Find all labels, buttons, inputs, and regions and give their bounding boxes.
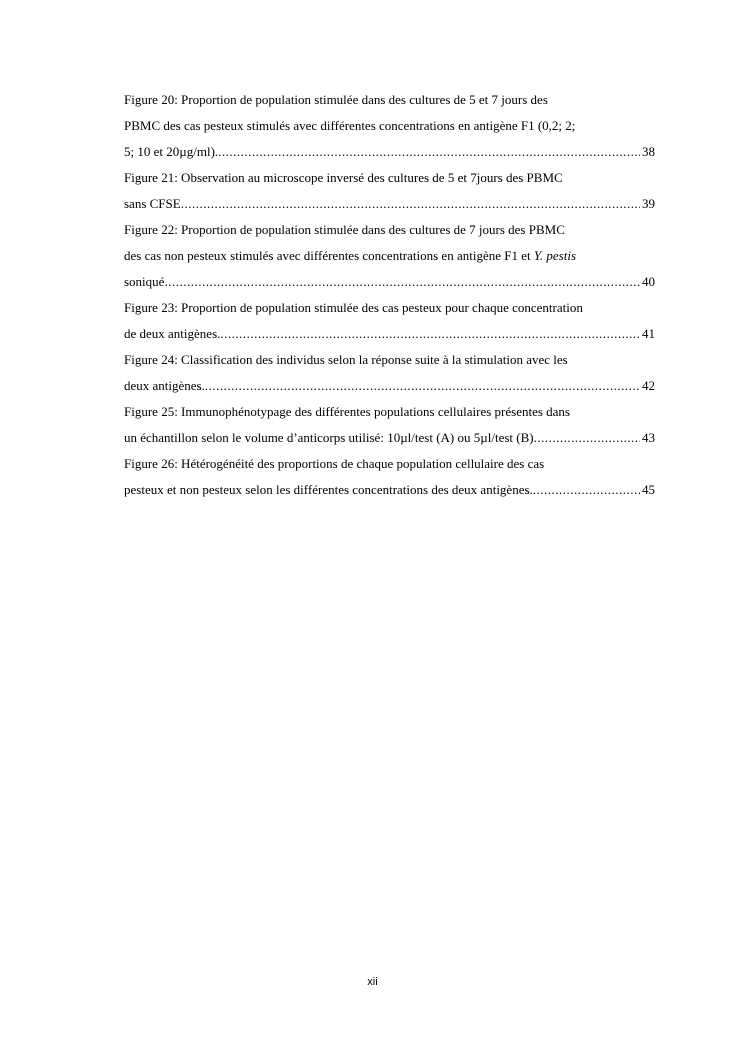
entry-text: deux antigènes. — [124, 378, 205, 393]
entry-text-line: PBMC des cas pesteux stimulés avec différentes concentrations en antigène F1 (0,2; 2; — [124, 118, 576, 133]
toc-entry-figure-24[interactable] — [124, 347, 655, 399]
dot-leader — [205, 373, 640, 399]
entry-text: sans CFSE — [124, 196, 181, 211]
dot-leader — [534, 425, 640, 451]
dot-leader — [218, 139, 640, 165]
entry-text-line: Figure 26: Hétérogénéité des proportions de chaque population cellulaire des cas — [124, 456, 545, 471]
entry-last-line — [124, 373, 655, 399]
entry-text-line: Figure 24: Classification des individus selon la réponse suite à la stimulation avec les — [124, 352, 568, 367]
entry-text-prefix: des cas non pesteux stimulés avec différentes concentrations en antigène F1 et — [124, 248, 534, 263]
toc-entry-figure-21[interactable] — [124, 165, 655, 217]
toc-entry-figure-25[interactable] — [124, 399, 655, 451]
entry-last-line — [124, 269, 655, 295]
toc-entry-figure-23[interactable] — [124, 295, 655, 347]
entry-text: soniqué — [124, 274, 165, 289]
entry-text-line: Figure 23: Proportion de population stimulée des cas pesteux pour chaque concentration — [124, 300, 583, 315]
entry-last-line — [124, 321, 655, 347]
entry-text-line — [124, 243, 655, 269]
page-number[interactable]: 41 — [642, 326, 655, 341]
page-number[interactable]: 39 — [642, 196, 655, 211]
page-number[interactable]: 42 — [642, 378, 655, 393]
entry-text-line: Figure 21: Observation au microscope inversé des cultures de 5 et 7jours des PBMC — [124, 170, 563, 185]
species-name: Y. pestis — [533, 248, 577, 263]
entry-text-line: Figure 22: Proportion de population stimulée dans des cultures de 7 jours des PBMC — [124, 222, 565, 237]
entry-text: 5; 10 et 20µg/ml). — [124, 144, 219, 159]
dot-leader — [164, 269, 640, 295]
toc-entry-figure-26[interactable] — [124, 451, 655, 503]
toc-entry-figure-20[interactable] — [124, 87, 655, 165]
entry-text-line: Figure 20: Proportion de population stimulée dans des cultures de 5 et 7 jours des — [124, 92, 548, 107]
list-of-figures — [124, 87, 655, 503]
entry-text-line: Figure 25: Immunophénotypage des différentes populations cellulaires présentes dans — [124, 404, 570, 419]
dot-leader — [533, 477, 640, 503]
page-number[interactable]: 38 — [642, 144, 655, 159]
entry-text: pesteux et non pesteux selon les différentes concentrations des deux antigènes. — [124, 482, 533, 497]
page-number[interactable]: 43 — [642, 430, 655, 445]
entry-last-line — [124, 425, 655, 451]
entry-text: un échantillon selon le volume d’anticorps utilisé: 10µl/test (A) ou 5µl/test (B) — [124, 430, 534, 445]
entry-text: de deux antigènes. — [124, 326, 221, 341]
entry-last-line — [124, 139, 655, 165]
toc-entry-figure-22[interactable] — [124, 217, 655, 295]
dot-leader — [220, 321, 640, 347]
page-number[interactable]: 45 — [642, 482, 655, 497]
dot-leader — [181, 191, 640, 217]
entry-last-line — [124, 191, 655, 217]
entry-last-line — [124, 477, 655, 503]
page-footer-number: xii — [367, 976, 378, 988]
page-number[interactable]: 40 — [642, 274, 655, 289]
